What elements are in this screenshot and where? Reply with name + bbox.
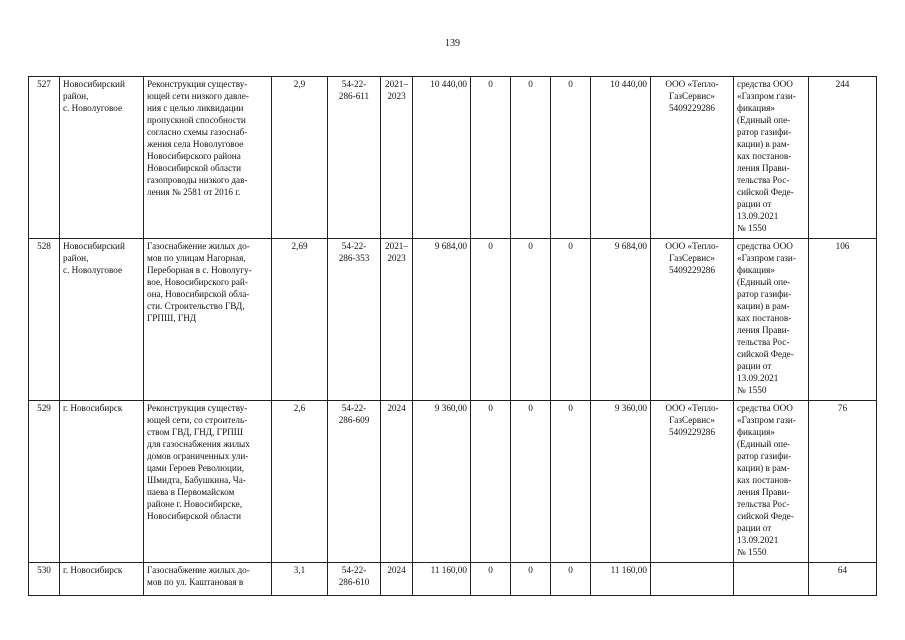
table-row bbox=[29, 401, 877, 563]
funding-1-cell: 0 bbox=[471, 401, 511, 563]
funding-1-cell: 0 bbox=[471, 563, 511, 596]
funding-source-cell: средства ООО «Газпром гази- фикация» (Единый опе- ратор газифи- кации) в рам- ках постанов- ления Прави- тельства Рос- сийской Феде- рации от 13.09.2021 № 1550 bbox=[734, 239, 809, 401]
funding-3-cell: 0 bbox=[551, 239, 591, 401]
funding-4-cell: 10 440,00 bbox=[591, 77, 651, 239]
table-row bbox=[29, 77, 877, 239]
row-number-cell: 528 bbox=[29, 239, 60, 401]
funding-4-cell: 11 160,00 bbox=[591, 563, 651, 596]
funding-4-cell: 9 360,00 bbox=[591, 401, 651, 563]
table-row bbox=[29, 239, 877, 401]
funding-source-cell: средства ООО «Газпром гази- фикация» (Единый опе- ратор газифи- кации) в рам- ках постанов- ления Прави- тельства Рос- сийской Феде- рации от 13.09.2021 № 1550 bbox=[734, 401, 809, 563]
years-cell: 2024 bbox=[381, 563, 413, 596]
project-code-cell: 54-22- 286-611 bbox=[328, 77, 381, 239]
count-cell: 76 bbox=[809, 401, 877, 563]
funding-4-cell: 9 684,00 bbox=[591, 239, 651, 401]
funding-2-cell: 0 bbox=[511, 77, 551, 239]
organization-cell: ООО «Тепло- ГазСервис» 5409229286 bbox=[651, 239, 734, 401]
years-cell: 2021– 2023 bbox=[381, 77, 413, 239]
years-cell: 2024 bbox=[381, 401, 413, 563]
object-description-cell: Реконструкция существу- ющей сети низкого давле- ния с целью ликвидации пропускной способности согласно схемы газоснаб- жения села Новолуговое Новосибирского района Новосибирской области газопроводы низкого дав- ления № 2581 от 2016 г. bbox=[144, 77, 272, 239]
funding-2-cell: 0 bbox=[511, 401, 551, 563]
row-number-cell: 529 bbox=[29, 401, 60, 563]
length-cell: 2,6 bbox=[272, 401, 328, 563]
length-cell: 2,9 bbox=[272, 77, 328, 239]
count-cell: 244 bbox=[809, 77, 877, 239]
funding-2-cell: 0 bbox=[511, 563, 551, 596]
count-cell: 64 bbox=[809, 563, 877, 596]
funding-source-cell bbox=[734, 563, 809, 596]
object-description-cell: Газоснабжение жилых до- мов по ул. Каштановая в bbox=[144, 563, 272, 596]
page-number: 139 bbox=[445, 38, 460, 49]
project-code-cell: 54-22- 286-353 bbox=[328, 239, 381, 401]
funding-1-cell: 0 bbox=[471, 77, 511, 239]
object-description-cell: Реконструкция существу- ющей сети, со строитель- ством ГВД, ГНД, ГРПШ для газоснабжения жилых домов ограниченных ули- цами Героев Революции, Шмидта, Бабушкина, Ча- паева в Первомайском районе г. Новосибирске, Новосибирской области bbox=[144, 401, 272, 563]
length-cell: 2,69 bbox=[272, 239, 328, 401]
object-description-cell: Газоснабжение жилых до- мов по улицам Нагорная, Переборная в с. Новолугу- вое, Новосибирского рай- она, Новосибирской обла- сти. Строительство ГВД, ГРПШ, ГНД bbox=[144, 239, 272, 401]
total-cost-cell: 9 684,00 bbox=[413, 239, 471, 401]
row-number-cell: 530 bbox=[29, 563, 60, 596]
years-cell: 2021– 2023 bbox=[381, 239, 413, 401]
funding-3-cell: 0 bbox=[551, 401, 591, 563]
count-cell: 106 bbox=[809, 239, 877, 401]
total-cost-cell: 11 160,00 bbox=[413, 563, 471, 596]
funding-3-cell: 0 bbox=[551, 77, 591, 239]
organization-cell: ООО «Тепло- ГазСервис» 5409229286 bbox=[651, 401, 734, 563]
location-cell: Новосибирский район, с. Новолуговое bbox=[60, 239, 144, 401]
gasification-table bbox=[28, 76, 877, 596]
project-code-cell: 54-22- 286-609 bbox=[328, 401, 381, 563]
funding-3-cell: 0 bbox=[551, 563, 591, 596]
funding-source-cell: средства ООО «Газпром гази- фикация» (Единый опе- ратор газифи- кации) в рам- ках постанов- ления Прави- тельства Рос- сийской Феде- рации от 13.09.2021 № 1550 bbox=[734, 77, 809, 239]
organization-cell bbox=[651, 563, 734, 596]
funding-1-cell: 0 bbox=[471, 239, 511, 401]
location-cell: Новосибирский район, с. Новолуговое bbox=[60, 77, 144, 239]
length-cell: 3,1 bbox=[272, 563, 328, 596]
row-number-cell: 527 bbox=[29, 77, 60, 239]
location-cell: г. Новосибирск bbox=[60, 563, 144, 596]
location-cell: г. Новосибирск bbox=[60, 401, 144, 563]
funding-2-cell: 0 bbox=[511, 239, 551, 401]
project-code-cell: 54-22- 286-610 bbox=[328, 563, 381, 596]
total-cost-cell: 9 360,00 bbox=[413, 401, 471, 563]
organization-cell: ООО «Тепло- ГазСервис» 5409229286 bbox=[651, 77, 734, 239]
total-cost-cell: 10 440,00 bbox=[413, 77, 471, 239]
table-row bbox=[29, 563, 877, 596]
